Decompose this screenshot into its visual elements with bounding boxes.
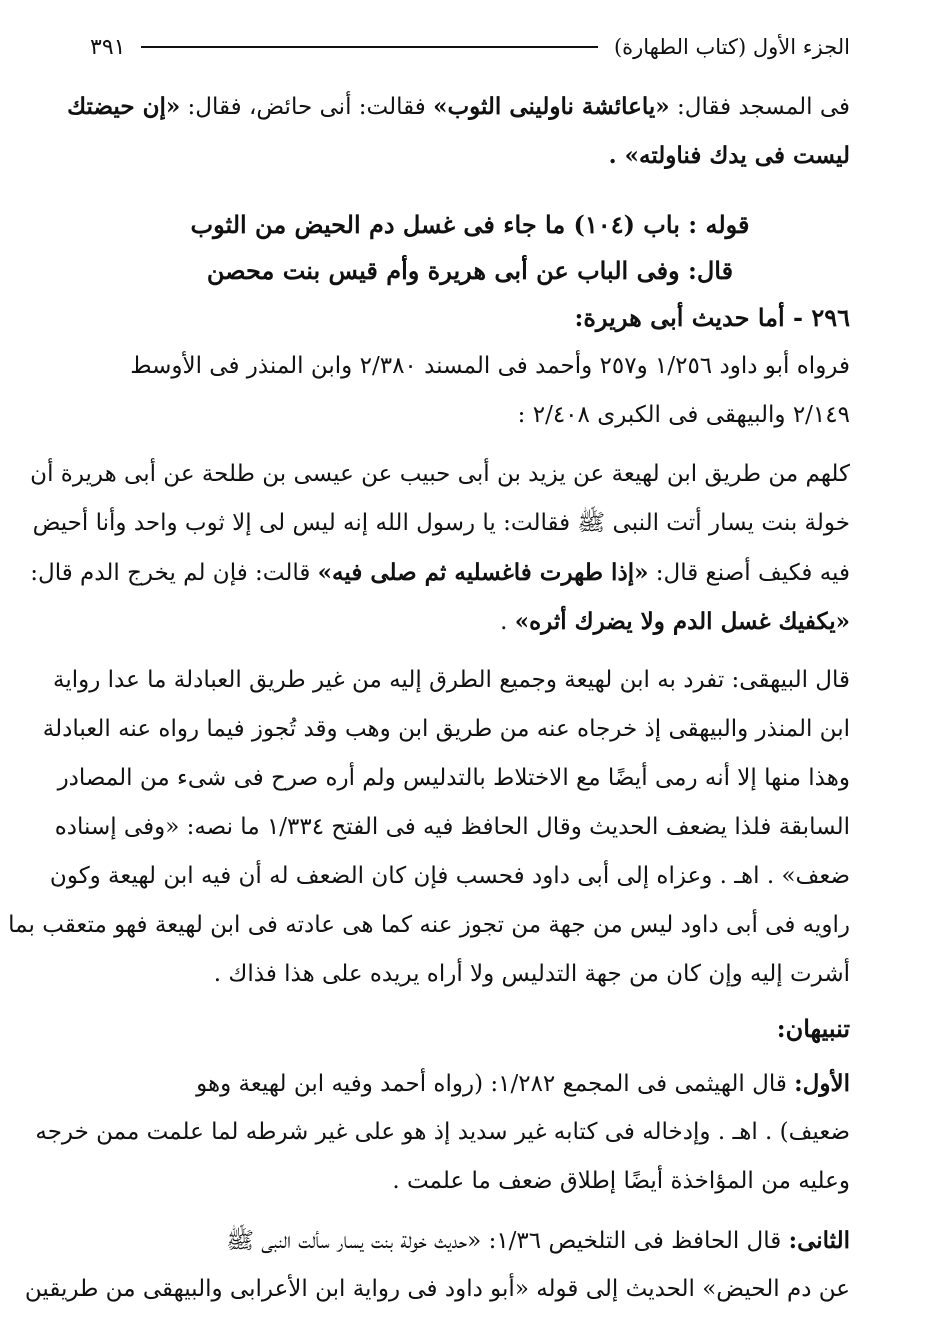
text-line: ضعيف) . اهـ . وإدخاله فى كتابه غير سديد إذ هو على غير شرطه لما علمت ممن خرجه [35,1119,850,1145]
hadith-quote: «ياعائشة ناولينى الثوب» [433,93,670,120]
text-line [67,82,850,131]
hadith-quote: «إن حيضتك [67,93,181,120]
text-line [90,1216,850,1265]
notes-heading: تنبيهان: [776,1014,850,1043]
spacer [90,1206,850,1216]
text-line: ٢/١٤٩ والبيهقى فى الكبرى ٢/٤٠٨ : [517,402,850,428]
text-run: فيه فكيف أصنع قال: [648,560,850,586]
running-header [90,30,850,64]
text-line: عن دم الحيض» الحديث إلى قوله «أبو داود فى رواية ابن الأعرابى والبيهقى من طريقين [24,1276,850,1302]
text-line [30,548,850,597]
hadith-quote: «يكفيك غسل الدم ولا يضرك أثره» [514,608,850,635]
spacer [90,646,850,656]
text-line: السابقة فلذا يضعف الحديث وقال الحافظ فيه فى الفتح ١/٣٣٤ ما نصه: «وفى إسناده [54,814,850,840]
text-line: راويه فى أبى داود ليس من جهة من تجوز عنه كما هى عادته فى ابن لهيعة فهو متعقب بما [8,912,850,938]
text-line: كلهم من طريق ابن لهيعة عن يزيد بن أبى حبيب عن عيسى بن طلحة عن أبى هريرة أن [30,461,850,487]
page-body [8,82,850,1314]
text-run: قال الهيثمى فى المجمع ١/٢٨٢: (رواه أحمد وفيه ابن لهيعة وهو [196,1071,795,1097]
header-rule [141,46,597,48]
text-run: قال الحافظ فى التلخيص ١/٣٦: «حديث خولة بنت يسار سألت النبى ﷺ [226,1228,789,1254]
chapter-subheading: قال: وفى الباب عن أبى هريرة وأم قيس بنت محصن [206,256,734,285]
text-line: خولة بنت يسار أتت النبى ﷺ فقالت: يا رسول الله إنه ليس لى إلا ثوب واحد وأنا أحيض [32,510,850,536]
text-line: ليست فى يدك فناولته» . [608,142,850,169]
spacer [90,440,850,450]
text-line: فرواه أبو داود ١/٢٥٦ و٢٥٧ وأحمد فى المسند ٢/٣٨٠ وابن المنذر فى الأوسط [130,353,850,379]
hadith-quote: «إذا طهرت فاغسليه ثم صلى فيه» [317,559,649,586]
spacer [90,180,850,202]
text-line: وهذا منها إلا أنه رمى أيضًا مع الاختلاط بالتدليس ولم أره صرح فى شىء من المصادر [57,765,850,791]
text-run: فى المسجد فقال: [669,94,850,120]
text-line: أشرت إليه وإن كان من جهة التدليس ولا أراه يريده على هذا فذاك . [213,961,850,987]
chapter-heading: قوله : باب (١٠٤) ما جاء فى غسل دم الحيض من الثوب [190,210,750,239]
text-run: . [500,609,515,635]
text-run: فقالت: أنى حائض، فقال: [180,94,434,120]
page-number: ٣٩١ [90,34,126,60]
hadith-number-heading: ٢٩٦ - أما حديث أبى هريرة: [574,303,850,332]
text-line: قال البيهقى: تفرد به ابن لهيعة وجميع الطرق إليه من غير طريق العبادلة ما عدا رواية [52,667,850,693]
text-line: ابن المنذر والبيهقى إذ خرجاه عنه من طريق ابن وهب وقد تُجوز فيما رواه عنه العبادلة [42,716,850,742]
note-label: الثانى: [788,1227,850,1254]
text-line: ضعف» . اهـ . وعزاه إلى أبى داود فحسب فإن كان الضعف له أن فيه ابن لهيعة وكون [49,863,850,889]
running-title: الجزء الأول (كتاب الطهارة) [613,35,850,59]
text-line [90,597,850,646]
note-label: الأول: [794,1070,850,1097]
text-line [90,1059,850,1108]
text-line: وعليه من المؤاخذة أيضًا إطلاق ضعف ما علمت . [392,1168,850,1194]
text-run: قالت: فإن لم يخرج الدم قال: [30,560,318,586]
